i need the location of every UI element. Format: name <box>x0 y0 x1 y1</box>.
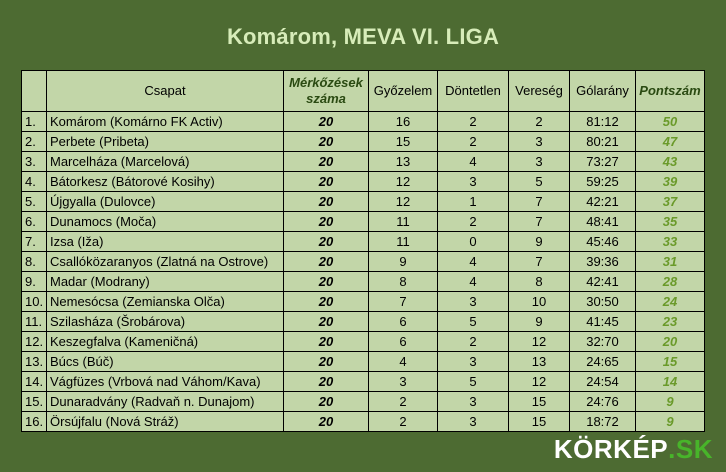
table-row <box>22 392 705 412</box>
row-team: Vágfüzes (Vrbová nad Váhom/Kava) <box>47 372 284 392</box>
row-draws: 5 <box>438 312 509 332</box>
row-points: 47 <box>636 132 705 152</box>
row-games: 20 <box>284 112 369 132</box>
row-position: 3. <box>22 152 47 172</box>
row-wins: 12 <box>369 192 438 212</box>
row-wins: 7 <box>369 292 438 312</box>
row-draws: 2 <box>438 212 509 232</box>
row-team: Madar (Modrany) <box>47 272 284 292</box>
row-position: 7. <box>22 232 47 252</box>
row-games: 20 <box>284 352 369 372</box>
row-goals: 59:25 <box>570 172 636 192</box>
row-losses: 15 <box>509 412 570 432</box>
row-goals: 39:36 <box>570 252 636 272</box>
row-team: Perbete (Pribeta) <box>47 132 284 152</box>
row-losses: 7 <box>509 192 570 212</box>
header-games-line2: száma <box>306 91 346 106</box>
header-points: Pontszám <box>636 71 705 112</box>
table-row <box>22 352 705 372</box>
row-position: 10. <box>22 292 47 312</box>
row-points: 37 <box>636 192 705 212</box>
row-goals: 24:65 <box>570 352 636 372</box>
row-team: Nemesócsa (Zemianska Olča) <box>47 292 284 312</box>
table-row <box>22 212 705 232</box>
standings-table <box>21 70 705 432</box>
row-position: 16. <box>22 412 47 432</box>
row-goals: 80:21 <box>570 132 636 152</box>
row-wins: 11 <box>369 212 438 232</box>
row-position: 14. <box>22 372 47 392</box>
row-team: Keszegfalva (Kameničná) <box>47 332 284 352</box>
row-goals: 24:76 <box>570 392 636 412</box>
row-goals: 42:21 <box>570 192 636 212</box>
row-position: 15. <box>22 392 47 412</box>
row-draws: 3 <box>438 352 509 372</box>
row-team: Dunamocs (Moča) <box>47 212 284 232</box>
row-points: 24 <box>636 292 705 312</box>
row-draws: 0 <box>438 232 509 252</box>
row-draws: 3 <box>438 392 509 412</box>
row-draws: 3 <box>438 292 509 312</box>
row-games: 20 <box>284 312 369 332</box>
row-wins: 9 <box>369 252 438 272</box>
row-wins: 13 <box>369 152 438 172</box>
row-draws: 2 <box>438 112 509 132</box>
row-wins: 11 <box>369 232 438 252</box>
header-games-line1: Mérkőzések <box>289 75 363 90</box>
row-wins: 15 <box>369 132 438 152</box>
table-row <box>22 312 705 332</box>
header-goals: Gólarány <box>570 71 636 112</box>
row-games: 20 <box>284 172 369 192</box>
row-points: 9 <box>636 412 705 432</box>
row-points: 43 <box>636 152 705 172</box>
row-team: Örsújfalu (Nová Stráž) <box>47 412 284 432</box>
row-draws: 2 <box>438 132 509 152</box>
row-wins: 8 <box>369 272 438 292</box>
row-losses: 15 <box>509 392 570 412</box>
row-position: 2. <box>22 132 47 152</box>
logo-main-text: KÖRKÉP <box>553 433 669 464</box>
row-draws: 3 <box>438 172 509 192</box>
row-team: Újgyalla (Dulovce) <box>47 192 284 212</box>
row-position: 9. <box>22 272 47 292</box>
row-losses: 7 <box>509 212 570 232</box>
row-games: 20 <box>284 132 369 152</box>
table-row <box>22 192 705 212</box>
row-losses: 5 <box>509 172 570 192</box>
row-team: Marcelháza (Marcelová) <box>47 152 284 172</box>
row-team: Szilasháza (Šrobárova) <box>47 312 284 332</box>
row-games: 20 <box>284 232 369 252</box>
row-draws: 4 <box>438 152 509 172</box>
row-goals: 24:54 <box>570 372 636 392</box>
row-losses: 7 <box>509 252 570 272</box>
row-draws: 4 <box>438 252 509 272</box>
header-games <box>284 71 369 112</box>
row-goals: 73:27 <box>570 152 636 172</box>
table-header-row <box>22 71 705 112</box>
row-position: 12. <box>22 332 47 352</box>
row-games: 20 <box>284 392 369 412</box>
row-position: 4. <box>22 172 47 192</box>
row-goals: 30:50 <box>570 292 636 312</box>
row-losses: 3 <box>509 132 570 152</box>
row-games: 20 <box>284 212 369 232</box>
row-team: Komárom (Komárno FK Activ) <box>47 112 284 132</box>
korkep-logo <box>554 434 713 464</box>
row-team: Csallóközaranyos (Zlatná na Ostrove) <box>47 252 284 272</box>
row-games: 20 <box>284 252 369 272</box>
row-draws: 5 <box>438 372 509 392</box>
row-games: 20 <box>284 372 369 392</box>
table-row <box>22 412 705 432</box>
logo-tld-text: .SK <box>668 433 713 464</box>
row-team: Izsa (Iža) <box>47 232 284 252</box>
row-draws: 4 <box>438 272 509 292</box>
row-points: 31 <box>636 252 705 272</box>
row-position: 6. <box>22 212 47 232</box>
row-losses: 9 <box>509 232 570 252</box>
row-points: 50 <box>636 112 705 132</box>
row-points: 14 <box>636 372 705 392</box>
row-goals: 18:72 <box>570 412 636 432</box>
row-games: 20 <box>284 192 369 212</box>
row-wins: 4 <box>369 352 438 372</box>
row-losses: 3 <box>509 152 570 172</box>
row-goals: 45:46 <box>570 232 636 252</box>
row-losses: 10 <box>509 292 570 312</box>
row-points: 15 <box>636 352 705 372</box>
row-points: 28 <box>636 272 705 292</box>
page-title: Komárom, MEVA VI. LIGA <box>226 24 500 49</box>
row-wins: 2 <box>369 412 438 432</box>
row-losses: 12 <box>509 332 570 352</box>
row-wins: 2 <box>369 392 438 412</box>
row-games: 20 <box>284 292 369 312</box>
table-row <box>22 272 705 292</box>
row-losses: 2 <box>509 112 570 132</box>
row-games: 20 <box>284 152 369 172</box>
row-draws: 2 <box>438 332 509 352</box>
row-goals: 81:12 <box>570 112 636 132</box>
row-team: Dunaradvány (Radvaň n. Dunajom) <box>47 392 284 412</box>
row-losses: 8 <box>509 272 570 292</box>
row-games: 20 <box>284 332 369 352</box>
row-points: 9 <box>636 392 705 412</box>
header-draws: Döntetlen <box>438 71 509 112</box>
table-row <box>22 372 705 392</box>
table-row <box>22 112 705 132</box>
header-team: Csapat <box>47 71 284 112</box>
row-points: 35 <box>636 212 705 232</box>
row-goals: 41:45 <box>570 312 636 332</box>
header-losses: Vereség <box>509 71 570 112</box>
table-row <box>22 252 705 272</box>
table-row <box>22 172 705 192</box>
row-position: 1. <box>22 112 47 132</box>
row-games: 20 <box>284 272 369 292</box>
table-row <box>22 132 705 152</box>
header-wins: Győzelem <box>369 71 438 112</box>
row-position: 8. <box>22 252 47 272</box>
row-wins: 6 <box>369 312 438 332</box>
row-points: 33 <box>636 232 705 252</box>
row-goals: 32:70 <box>570 332 636 352</box>
row-points: 23 <box>636 312 705 332</box>
row-losses: 13 <box>509 352 570 372</box>
row-wins: 12 <box>369 172 438 192</box>
row-team: Bátorkesz (Bátorové Kosihy) <box>47 172 284 192</box>
row-goals: 48:41 <box>570 212 636 232</box>
row-goals: 42:41 <box>570 272 636 292</box>
table-row <box>22 332 705 352</box>
table-row <box>22 152 705 172</box>
row-draws: 1 <box>438 192 509 212</box>
row-points: 20 <box>636 332 705 352</box>
row-wins: 16 <box>369 112 438 132</box>
row-position: 11. <box>22 312 47 332</box>
row-position: 5. <box>22 192 47 212</box>
table-row <box>22 292 705 312</box>
row-wins: 3 <box>369 372 438 392</box>
table-row <box>22 232 705 252</box>
row-losses: 9 <box>509 312 570 332</box>
row-wins: 6 <box>369 332 438 352</box>
row-games: 20 <box>284 412 369 432</box>
row-draws: 3 <box>438 412 509 432</box>
row-team: Búcs (Búč) <box>47 352 284 372</box>
row-losses: 12 <box>509 372 570 392</box>
row-points: 39 <box>636 172 705 192</box>
row-position: 13. <box>22 352 47 372</box>
header-position <box>22 71 47 112</box>
